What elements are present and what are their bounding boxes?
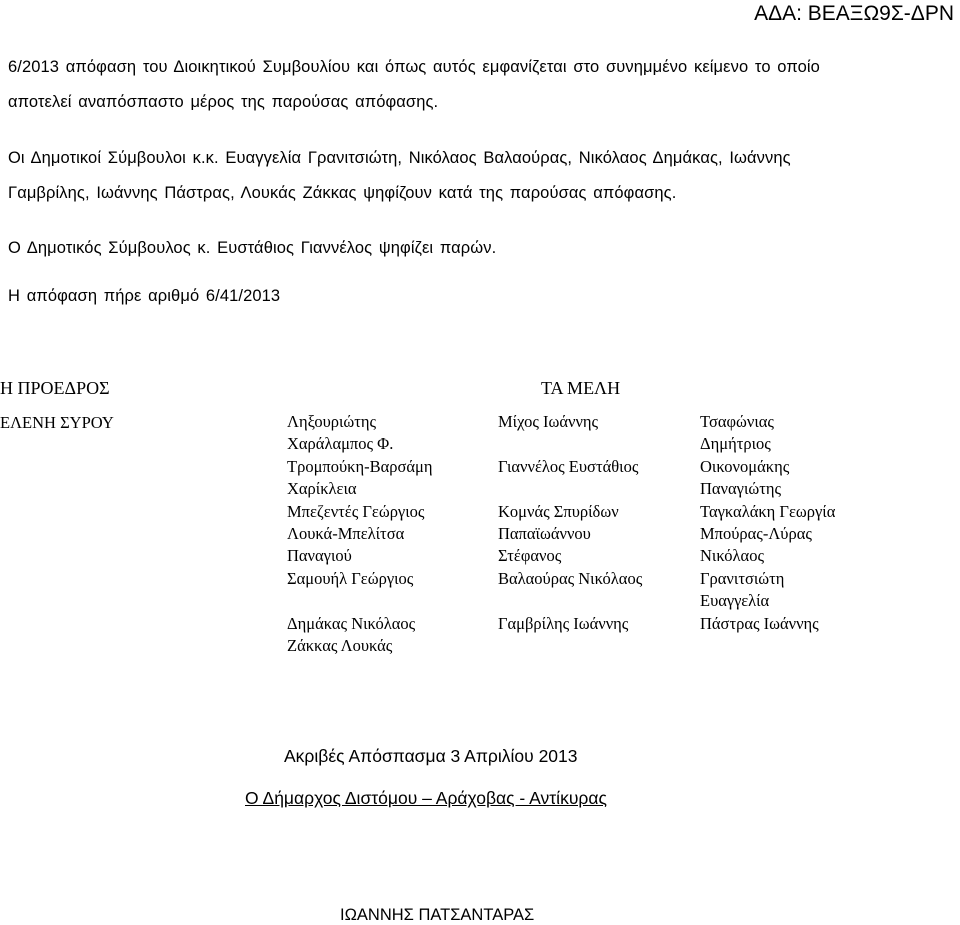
member-line: Δημήτριος	[700, 434, 771, 454]
member-line: Πάστρας Ιωάννης	[700, 613, 819, 633]
members-column-1	[287, 411, 433, 657]
member-line: Γρανιτσιώτη	[700, 568, 785, 588]
member-line: Παναγιού	[287, 546, 352, 566]
member-line: Παναγιώτης	[700, 479, 782, 499]
member-line: Νικόλαος	[700, 546, 764, 566]
signatory-name: ΙΩΑΝΝΗΣ ΠΑΤΣΑΝΤΑΡΑΣ	[340, 906, 535, 924]
member-line: Ζάκκας Λουκάς	[287, 636, 393, 656]
member-line	[498, 433, 642, 455]
paragraph-line: Ο Δημοτικός Σύμβουλος κ. Ευστάθιος Γιαννέλος ψηφίζει παρών.	[8, 239, 497, 257]
member-line	[287, 590, 433, 612]
member-line: Ευαγγελία	[700, 591, 770, 611]
member-line: Βαλαούρας Νικόλαος	[498, 568, 643, 588]
member-line: Μίχος Ιωάννης	[498, 412, 599, 431]
members-column-3	[700, 411, 835, 657]
members-heading: ΤΑ ΜΕΛΗ	[541, 378, 621, 398]
mayor-title: Ο Δήμαρχος Διστόμου – Αράχοβας - Αντίκυρας	[245, 788, 607, 808]
member-line: Γαμβρίλης Ιωάννης	[498, 613, 629, 633]
president-heading: Η ΠΡΟΕΔΡΟΣ	[0, 378, 110, 398]
ada-code: ΑΔΑ: ΒΕΑΞΩ9Σ-ΔΡΝ	[754, 2, 954, 25]
member-line: Χαράλαμπος Φ.	[287, 434, 394, 454]
member-line: Τσαφώνιας	[700, 412, 774, 431]
paragraph-line: αποτελεί αναπόσπαστο μέρος της παρούσας απόφασης.	[8, 93, 439, 111]
paragraph-line: Οι Δημοτικοί Σύμβουλοι κ.κ. Ευαγγελία Γρανιτσιώτη, Νικόλαος Βαλαούρας, Νικόλαος Δημάκας, Ιωάννης	[8, 149, 791, 167]
member-line: Λουκά-Μπελίτσα	[287, 524, 405, 544]
member-line	[498, 590, 642, 612]
member-line: Παπαϊωάννου	[498, 524, 591, 543]
member-line: Οικονομάκης	[700, 456, 790, 476]
member-line: Μπούρας-Λύρας	[700, 524, 812, 544]
member-line: Ληξουριώτης	[287, 412, 377, 431]
member-line: Σαμουήλ Γεώργιος	[287, 568, 414, 588]
member-line: Στέφανος	[498, 546, 562, 566]
member-line	[700, 635, 835, 657]
member-line	[498, 478, 642, 500]
member-line	[498, 635, 642, 657]
member-line: Γιαννέλος Ευστάθιος	[498, 456, 639, 476]
member-line: Τρομπούκη-Βαρσάμη	[287, 456, 433, 476]
accurate-extract: Ακριβές Απόσπασμα 3 Απριλίου 2013	[284, 746, 578, 766]
paragraph-line: Γαμβρίλης, Ιωάννης Πάστρας, Λουκάς Ζάκκας ψηφίζουν κατά της παρούσας απόφασης.	[8, 184, 677, 202]
president-name: ΕΛΕΝΗ ΣΥΡΟΥ	[0, 413, 114, 432]
member-line: Μπεζεντές Γεώργιος	[287, 501, 425, 521]
members-column-2	[498, 411, 642, 657]
paragraph-line: 6/2013 απόφαση του Διοικητικού Συμβουλίου και όπως αυτός εμφανίζεται στο συνημμένο κείμενο το οποίο	[8, 58, 820, 76]
member-line: Δημάκας Νικόλαος	[287, 613, 416, 633]
member-line: Χαρίκλεια	[287, 479, 357, 499]
decision-number: Η απόφαση πήρε αριθμό 6/41/2013	[8, 287, 281, 305]
member-line: Κομνάς Σπυρίδων	[498, 501, 619, 521]
member-line: Ταγκαλάκη Γεωργία	[700, 501, 836, 521]
